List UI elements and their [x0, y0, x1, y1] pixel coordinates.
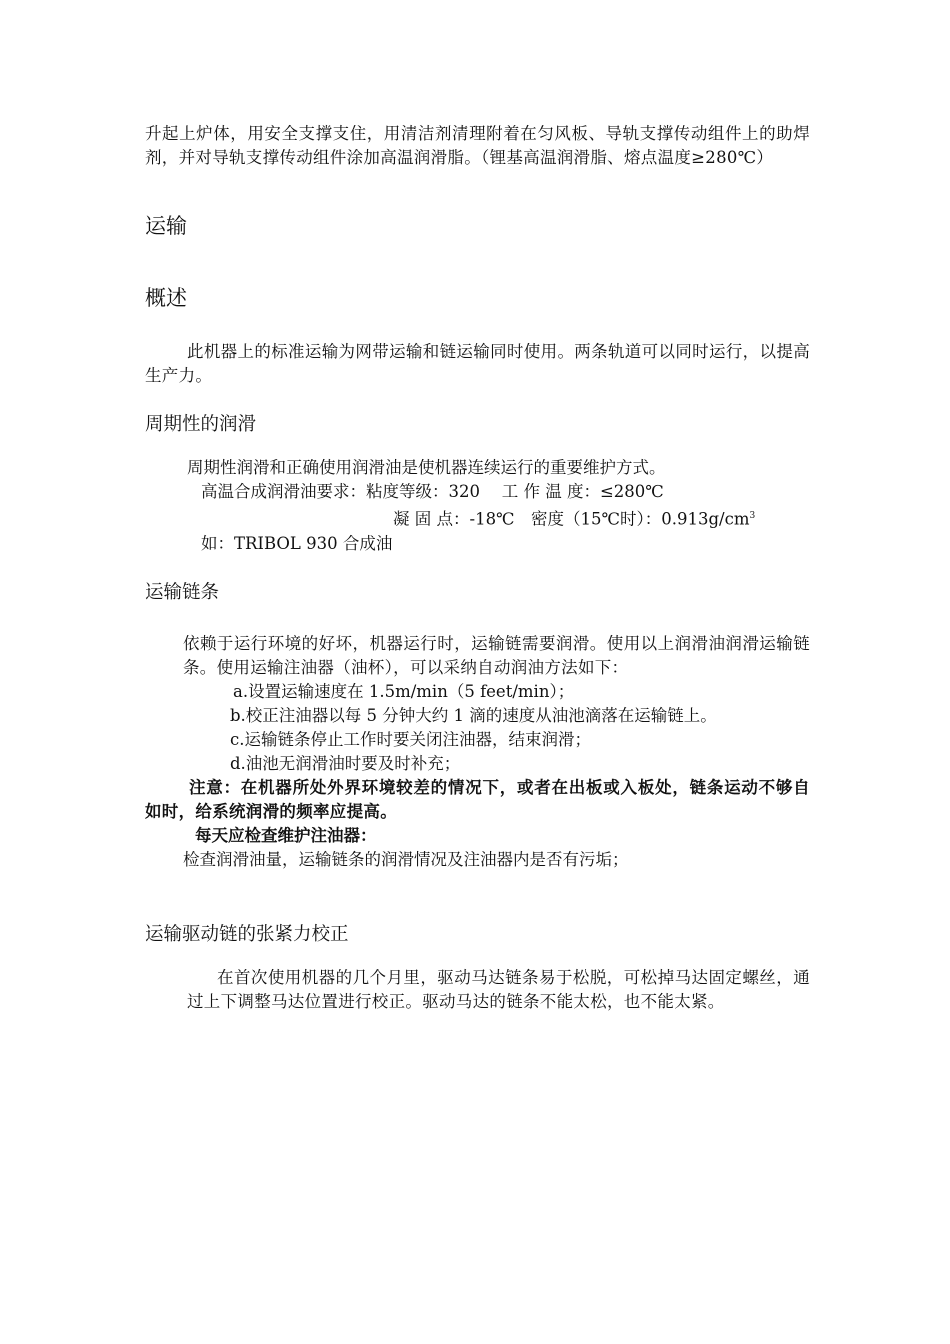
chain-step-b: b.校正注油器以每 5 分钟大约 1 滴的速度从油池滴落在运输链上。 — [230, 705, 717, 725]
daily-check-title: 每天应检查维护注油器： — [195, 825, 377, 845]
heading-overview: 概述 — [145, 286, 187, 310]
heading-periodic-lubrication: 周期性的润滑 — [145, 414, 257, 435]
heading-drive-chain-tension: 运输驱动链的张紧力校正 — [145, 923, 349, 945]
heading-transport-chain: 运输链条 — [145, 581, 220, 603]
intro-paragraph: 升起上炉体，用安全支撑支住，用清洁剂清理附着在匀风板、导轨支撑传动组件上的助焊剂，并对导轨支撑传动组件涂加高温润滑脂。（锂基高温润滑脂、熔点温度≥280℃） — [145, 124, 810, 167]
chain-step-d: d.油池无润滑油时要及时补充； — [230, 753, 461, 773]
overview-paragraph: 此机器上的标准运输为网带运输和链运输同时使用。两条轨道可以同时运行，以提高生产力。 — [145, 342, 810, 385]
tension-paragraph: 在首次使用机器的几个月里，驱动马达链条易于松脱，可松掉马达固定螺丝，通过上下调整马达位置进行校正。驱动马达的链条不能太松，也不能太紧。 — [187, 967, 810, 1011]
document-page — [145, 122, 810, 1014]
chain-step-a: a.设置运输速度在 1.5m/min（5 feet/min）； — [233, 681, 575, 701]
lube-line-3-text: 凝 固 点：-18℃ 密度（15℃时）：0.913g/cm — [393, 509, 750, 529]
lube-line-3-sup: 3 — [749, 511, 756, 521]
note-paragraph: 注意：在机器所处外界环境较差的情况下，或者在出板或入板处，链条运动不够自如时，给系统润滑的频率应提高。 — [145, 777, 810, 821]
daily-check-text: 检查润滑油量，运输链条的润滑情况及注油器内是否有污垢； — [183, 849, 629, 869]
chain-paragraph: 依赖于运行环境的好坏，机器运行时，运输链需要润滑。使用以上润滑油润滑运输链条。使用运输注油器（油杯），可以采纳自动润油方法如下： — [183, 633, 810, 677]
chain-step-c: c.运输链条停止工作时要关闭注油器，结束润滑； — [230, 729, 591, 749]
lube-line-2: 高温合成润滑油要求：粘度等级：320 工 作 温 度：≤280℃ — [201, 482, 664, 501]
lube-line-1: 周期性润滑和正确使用润滑油是使机器连续运行的重要维护方式。 — [187, 458, 666, 477]
lube-line-3 — [145, 504, 810, 532]
lube-line-4: 如：TRIBOL 930 合成油 — [201, 533, 393, 553]
heading-transport: 运输 — [145, 214, 187, 238]
